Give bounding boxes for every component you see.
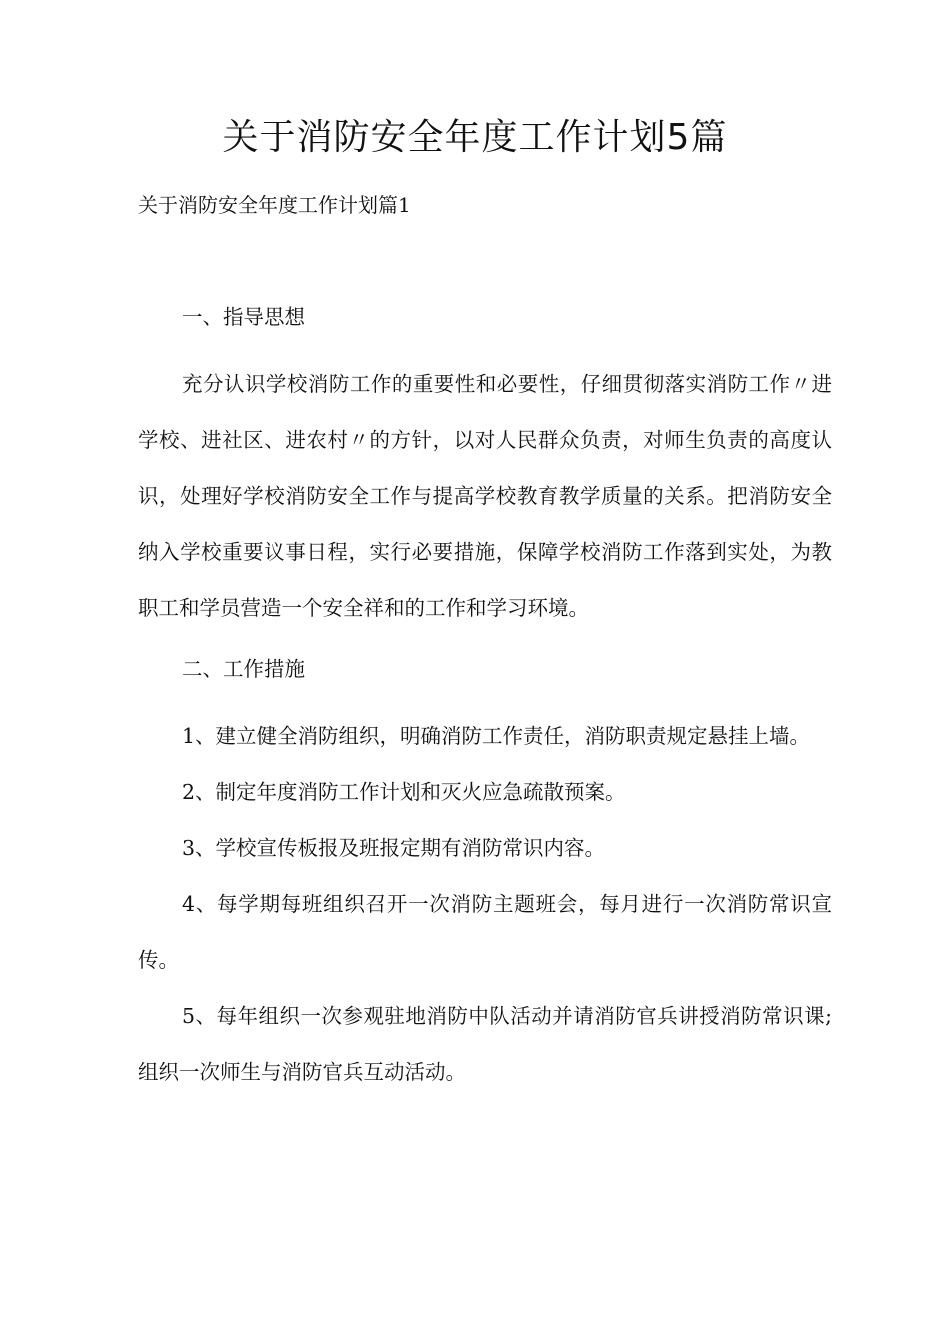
measure-item-5: 5、每年组织一次参观驻地消防中队活动并请消防官兵讲授消防常识课;组织一次师生与消防官兵互动活动。	[138, 1004, 832, 1084]
measure-item-2: 2、制定年度消防工作计划和灭火应急疏散预案。	[182, 780, 626, 804]
document-subtitle: 关于消防安全年度工作计划篇1	[138, 193, 411, 217]
section-heading-guiding-ideology: 一、指导思想	[182, 305, 305, 329]
section-heading-work-measures: 二、工作措施	[182, 657, 305, 681]
paragraph-guiding-ideology: 充分认识学校消防工作的重要性和必要性，仔细贯彻落实消防工作〃进学校、进社区、进农村〃的方针，以对人民群众负责，对师生负责的高度认识，处理好学校消防安全工作与提高学校教育教学质量的关系。把消防安全纳入学校重要议事日程，实行必要措施，保障学校消防工作落到实处，为教职工和学员营造一个安全祥和的工作和学习环境。	[138, 372, 832, 620]
document-title: 关于消防安全年度工作计划5篇	[222, 117, 728, 158]
measure-item-4: 4、每学期每班组织召开一次消防主题班会，每月进行一次消防常识宣传。	[138, 892, 832, 972]
document-body	[138, 298, 832, 1100]
measure-item-1: 1、建立健全消防组织，明确消防工作责任，消防职责规定悬挂上墙。	[182, 724, 811, 748]
measure-item-3: 3、学校宣传板报及班报定期有消防常识内容。	[182, 836, 606, 860]
